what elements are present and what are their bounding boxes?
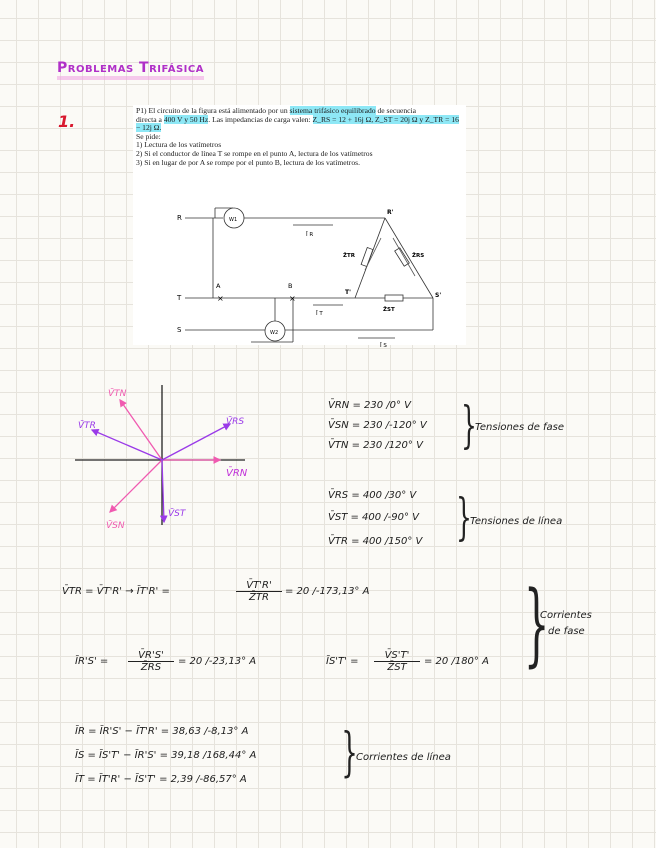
phasor-diagram [70, 380, 270, 540]
highlight-voltage: 400 V y 50 Hz [163, 114, 209, 124]
frac-irs-num: V̄R'S' [128, 650, 174, 662]
current-t-label: Ī T [316, 311, 323, 317]
z-tr-label: Z̄TR [343, 253, 355, 259]
line-r-label: R [177, 214, 182, 222]
eq-itr-lhs: V̄TR = V̄T'R' → ĪT'R' = [62, 586, 170, 597]
node-t-label: T' [345, 289, 351, 296]
brace-phase-voltages: } [460, 396, 477, 454]
node-r-label: R' [387, 209, 394, 216]
statement-line2: directa a [136, 114, 164, 124]
eq-irs-res: = 20 /-23,13° A [178, 656, 257, 667]
label-line-voltages: Tensiones de línea [470, 516, 563, 527]
statement-text [133, 105, 466, 167]
brace-line-voltages: } [455, 488, 472, 546]
z-st-label: Z̄ST [383, 307, 395, 313]
frac-itr-num: V̄T'R' [236, 580, 282, 592]
eq-ist-res: = 20 /180° A [424, 656, 489, 667]
label-vrn: V̄RN [226, 468, 248, 479]
z-rs-label: Z̄RS [412, 253, 425, 259]
eq-irs-lhs: ĪR'S' = [75, 656, 109, 667]
problem-number: 1. [58, 112, 76, 131]
eq-vrn: V̄RN = 230 /0° V [328, 400, 412, 411]
eq-vsn: V̄SN = 230 /-120° V [328, 420, 427, 431]
eq-vtn: V̄TN = 230 /120° V [328, 440, 423, 451]
break-b-icon: × [289, 294, 296, 303]
break-a-icon: × [217, 294, 224, 303]
frac-ist-num: V̄S'T' [374, 650, 420, 662]
statement-line1: P1) El circuito de la figura está alimentado por un [136, 106, 290, 115]
eq-ir: ĪR = ĪR'S' − ĪT'R' = 38,63 /-8,13° A [75, 726, 249, 737]
line-t-label: T [177, 294, 182, 302]
current-s-label: Ī S [380, 343, 387, 349]
brace-phase-currents: } [523, 572, 550, 677]
highlight-impedances: Z_RS = 12 + 16j Ω, Z_ST = 20j Ω y Z_TR = 16 − 12j Ω. [136, 114, 459, 133]
wattmeter-2-label: W2 [270, 330, 279, 336]
node-s-label: S' [435, 292, 442, 299]
point-b-label: B [288, 282, 293, 290]
circuit-diagram [133, 200, 466, 349]
eq-is: ĪS = ĪS'T' − ĪR'S' = 39,18 /168,44° A [75, 750, 257, 761]
eq-ist-lhs: ĪS'T' = [326, 656, 359, 667]
label-vst: V̄ST [168, 509, 186, 519]
question-3: 3) Si en lugar de por A se rompe por el punto B, lectura de los vatímetros. [136, 157, 360, 167]
question-1: 1) Lectura de los vatímetros [136, 140, 222, 150]
eq-vrs: V̄RS = 400 /30° V [328, 490, 417, 501]
statement-line1-end: de secuencia [375, 106, 417, 115]
label-line-currents: Corrientes de línea [356, 752, 451, 763]
frac-irs [128, 650, 174, 673]
label-vtn: V̄TN [108, 389, 127, 399]
highlight-system: sistema trifásico equilibrado [289, 106, 376, 115]
label-phase-currents-2: de fase [548, 626, 585, 637]
wattmeter-1-label: W1 [229, 217, 238, 223]
label-phase-currents-1: Corrientes [540, 610, 592, 621]
frac-itr-den: Z̄TR [249, 592, 269, 603]
frac-irs-den: Z̄RS [140, 662, 162, 673]
brace-line-currents: } [341, 723, 358, 783]
frac-itr [236, 580, 282, 603]
eq-it: ĪT = ĪT'R' − ĪS'T' = 2,39 /-86,57° A [75, 774, 247, 785]
statement-ask: Se pide: [136, 131, 161, 141]
problem-statement [133, 105, 466, 349]
eq-vst: V̄ST = 400 /-90° V [328, 512, 420, 523]
current-r-label: Ī R [306, 232, 314, 238]
eq-itr-res: = 20 /-173,13° A [285, 586, 370, 597]
page-title: Problemas Trifásica [57, 60, 204, 80]
question-2: 2) Si el conductor de línea T se rompe en el punto A, lectura de los vatímetros [136, 148, 373, 158]
frac-ist-den: Z̄ST [387, 662, 407, 673]
label-vtr: V̄TR [78, 421, 96, 431]
label-vrs: V̄RS [226, 417, 245, 427]
phasor-vrs [162, 424, 230, 460]
label-vsn: V̄SN [106, 521, 125, 531]
statement-line2-mid: . Las impedancias de carga valen: [208, 114, 313, 124]
frac-ist [374, 650, 420, 673]
phasor-vsn [110, 460, 162, 512]
point-a-label: A [216, 282, 221, 290]
line-s-label: S [177, 326, 182, 334]
eq-vtr: V̄TR = 400 /150° V [328, 536, 423, 547]
label-phase-voltages: Tensiones de fase [475, 422, 565, 433]
